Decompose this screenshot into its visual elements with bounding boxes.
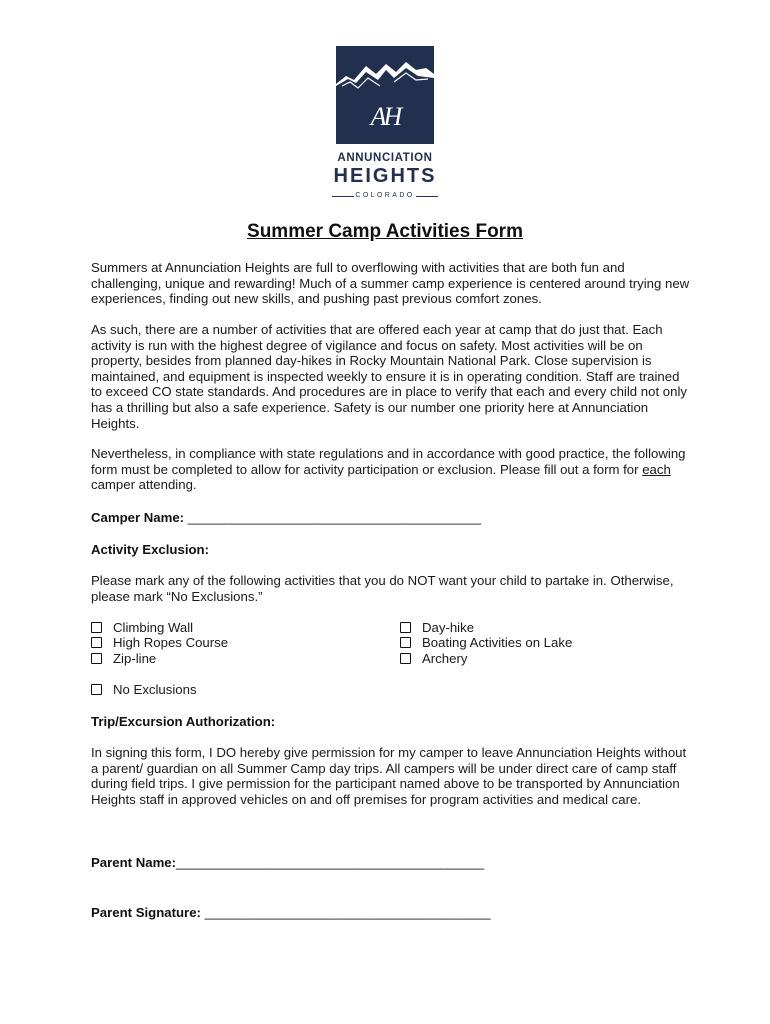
activity-label: Boating Activities on Lake <box>422 635 573 650</box>
checkbox-icon[interactable] <box>91 653 102 664</box>
logo-line-annunciation: ANNUNCIATION <box>337 152 433 164</box>
parent-signature-field[interactable] <box>91 905 491 920</box>
activity-option-archery[interactable] <box>400 651 467 667</box>
checkbox-icon[interactable] <box>400 622 411 633</box>
exclusion-instructions: Please mark any of the following activities that you do NOT want your child to partake in. Otherwise, please mark “No Exclusions.” <box>91 573 674 604</box>
parent-name-field[interactable] <box>91 855 484 870</box>
activity-option-zip-line[interactable] <box>91 651 156 667</box>
parent-signature-label: Parent Signature: <box>91 905 201 920</box>
checkbox-icon[interactable] <box>91 622 102 633</box>
camper-name-blank[interactable]: ________________________________________ <box>184 510 482 525</box>
organization-logo <box>333 46 437 199</box>
camper-name-field[interactable] <box>91 510 481 525</box>
compliance-text-before: Nevertheless, in compliance with state regulations and in accordance with good practice, the following form must be completed to allow for activity participation or exclusion. Please fill out a form for <box>91 446 686 477</box>
intro-paragraph: Summers at Annunciation Heights are full to overflowing with activities that are both fun and challenging, unique and rewarding! Much of a summer camp experience is centered around trying new experiences, finding out new skills, and pushing past previous comfort zones. <box>91 260 690 307</box>
safety-paragraph: As such, there are a number of activities that are offered each year at camp that do just that. Each activity is run with the highest degree of vigilance and focus on safety. Most activities will be on property, besides from planned day-hikes in Rocky Mountain National Park. Close supervision is maintained, and equipment is inspected weekly to ensure it is in operating condition. Staff are trained to exceed CO state standards. And procedures are in place to verify that each and every child not only has a thrilling but also a safe experience. Safety is our number one priority here at Annunciation Heights. <box>91 322 687 431</box>
activity-option-day-hike[interactable] <box>400 620 474 636</box>
activity-label: Day-hike <box>422 620 475 635</box>
checkbox-icon[interactable] <box>91 637 102 648</box>
parent-name-label: Parent Name: <box>91 855 177 870</box>
no-exclusions-option[interactable] <box>91 682 197 698</box>
camper-name-label: Camper Name: <box>91 510 185 525</box>
checkbox-icon[interactable] <box>400 653 411 664</box>
parent-name-blank[interactable]: __________________________________________ <box>176 855 485 870</box>
compliance-emphasis: each <box>642 461 671 477</box>
activity-option-boating[interactable] <box>400 635 572 651</box>
trip-authorization-heading: Trip/Excursion Authorization: <box>91 714 276 729</box>
checkbox-icon[interactable] <box>91 684 102 695</box>
logo-line-colorado: COLORADO <box>355 192 415 199</box>
mountain-emblem <box>336 46 434 144</box>
logo-monogram: AH <box>370 102 400 131</box>
activity-option-high-ropes[interactable] <box>91 635 228 651</box>
no-exclusions-label: No Exclusions <box>113 682 197 697</box>
compliance-text-after: camper attending. <box>91 477 197 493</box>
form-title: Summer Camp Activities Form <box>247 221 523 242</box>
logo-line-heights: HEIGHTS <box>333 165 437 187</box>
logo-rule-right <box>416 196 438 197</box>
activity-label: Zip-line <box>113 651 157 666</box>
compliance-paragraph <box>91 446 691 493</box>
parent-signature-blank[interactable]: _______________________________________ <box>200 905 491 920</box>
activity-option-climbing-wall[interactable] <box>91 620 193 636</box>
activity-label: Climbing Wall <box>113 620 194 635</box>
trip-authorization-paragraph: In signing this form, I DO hereby give permission for my camper to leave Annunciation Heights without a parent/ guardian on all Summer Camp day trips. All campers will be under direct care of camp staff during field trips. I give permission for the participant named above to be transported by Annunciation Heights staff in approved vehicles on and off premises for program activities and medical care. <box>91 745 687 807</box>
activity-label: Archery <box>422 651 468 666</box>
checkbox-icon[interactable] <box>400 637 411 648</box>
activity-label: High Ropes Course <box>113 635 229 650</box>
activity-exclusion-heading: Activity Exclusion: <box>91 542 209 557</box>
